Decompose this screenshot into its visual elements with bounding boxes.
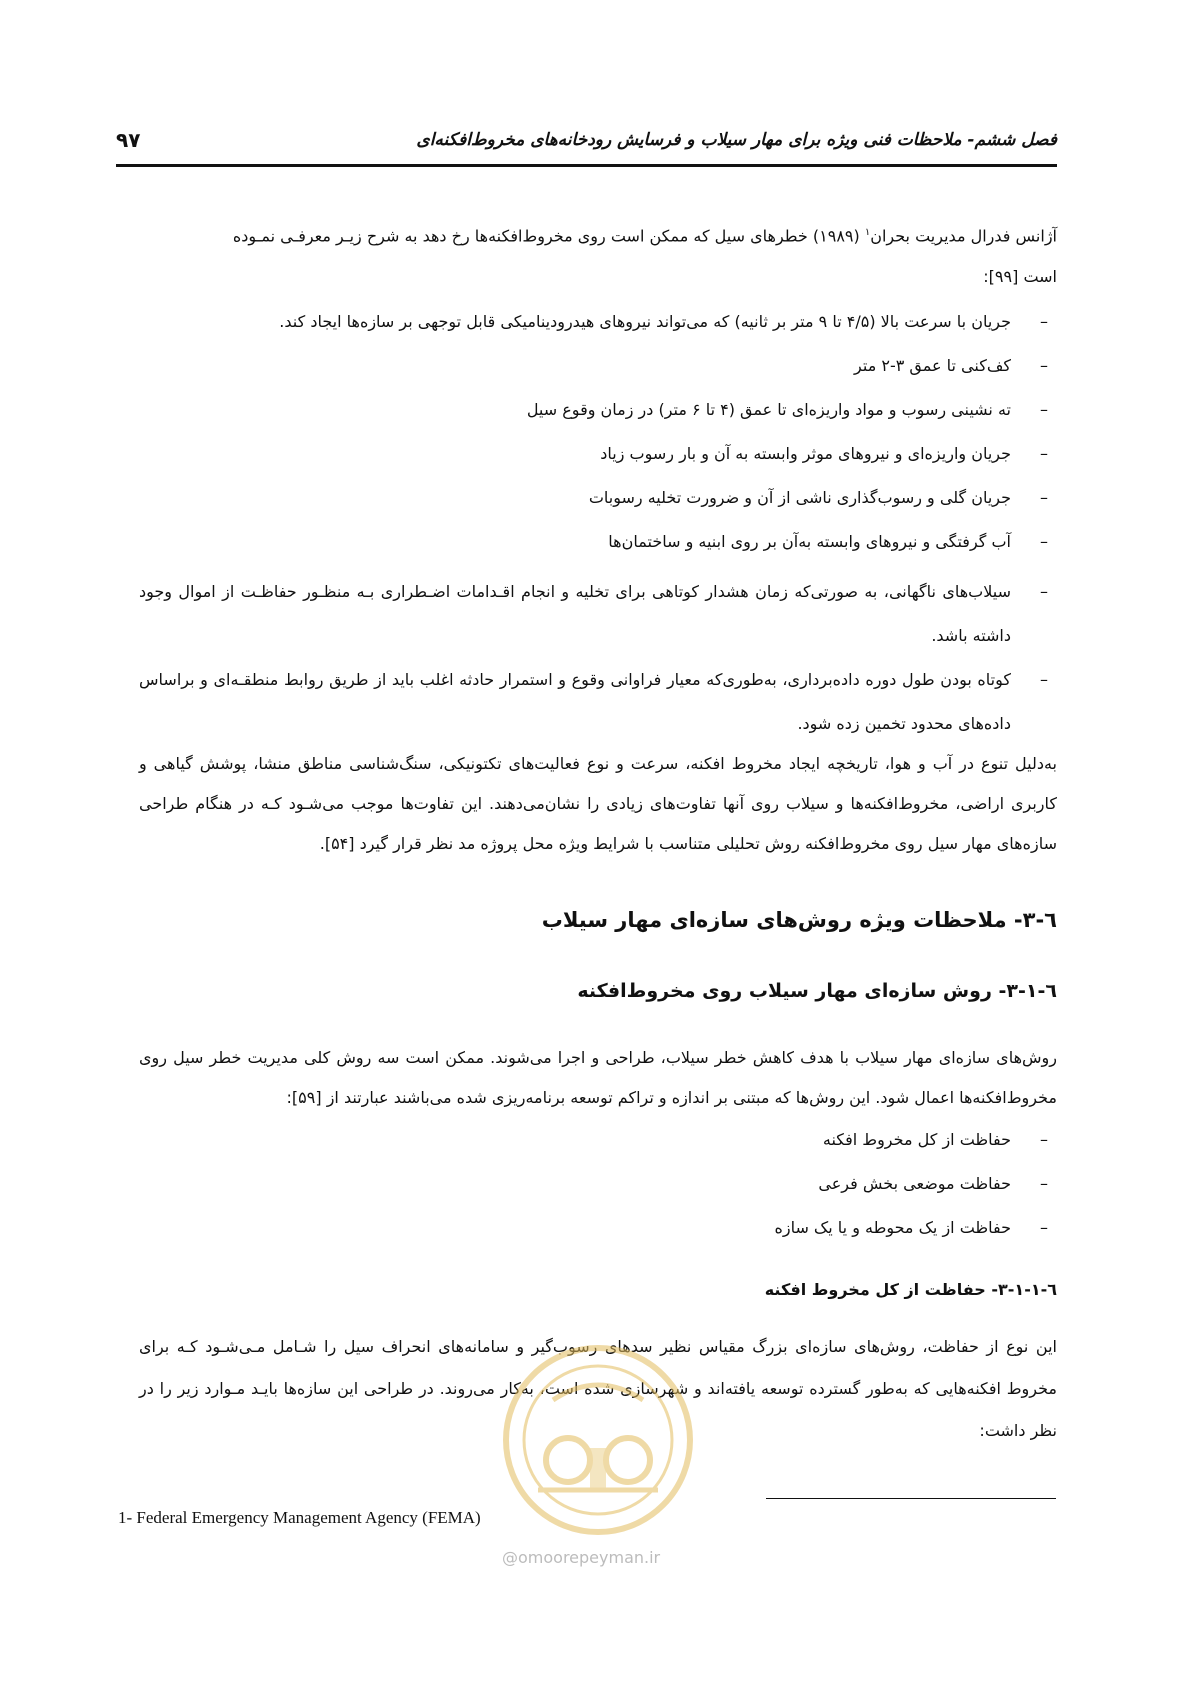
list-item (139, 306, 1057, 338)
paragraph-methods: روش‌های سازه‌ای مهار سیلاب با هدف کاهش خطر سیلاب، طراحی و اجرا می‌شوند. ممکن است سه روش کلی مدیریت خطر سیل روی مخروط‌افکنه‌ها اعمال شود. این روش‌ها که مبتنی بر اندازه و تراکم توسعه برنامه‌ریزی شده می‌باشند عبارتند از [۵۹]: (139, 1048, 1057, 1107)
intro-text-b: (۱۹۸۹) خطرهای سیل که ممکن است روی مخروط‌افکنه‌ها رخ دهد به شرح زیـر معرفـی نمـوده (232, 226, 865, 246)
intro-line-2: است [۹۹]: (983, 267, 1057, 286)
page-number: ۹۷ (116, 128, 141, 152)
subsection-heading: ٦-۳-۱- روش سازه‌ای مهار سیلاب روی مخروط‌افکنه (577, 980, 1057, 1002)
dash-bullet-icon: – (1040, 582, 1048, 601)
dash-bullet-icon: – (1040, 312, 1048, 331)
list-item-text: جریان واریزه‌ای و نیروهای موثر وابسته به آن و بار رسوب زیاد (600, 444, 1011, 463)
dash-bullet-icon: – (1040, 444, 1048, 463)
list-item (139, 570, 1057, 658)
intro-line-1 (233, 218, 1057, 251)
list-item (139, 1212, 1057, 1244)
list-item-text: کوتاه بودن طول دوره داده‌برداری، به‌طوری‌که معیار فراوانی وقوع و استمرار حادثه اغلب باید از طریق روابط منطقـه‌ای و براساس داده‌های محدود تخمین زده شود. (139, 670, 1011, 733)
dash-bullet-icon: – (1040, 1130, 1048, 1149)
list-item-text: حفاظت از کل مخروط افکنه (822, 1130, 1011, 1149)
list-item (139, 482, 1057, 514)
footnote-ref[interactable]: ۱ (864, 227, 871, 238)
header-divider (116, 164, 1057, 167)
dash-bullet-icon: – (1040, 532, 1048, 551)
footnote: 1- Federal Emergency Management Agency (FEMA) (118, 1508, 481, 1527)
list-item (139, 438, 1057, 470)
dash-bullet-icon: – (1040, 1174, 1048, 1193)
list-item-text: حفاظت از یک محوطه و یا یک سازه (774, 1218, 1011, 1237)
list-item-text: سیلاب‌های ناگهانی، به صورتی‌که زمان هشدار کوتاهی برای تخلیه و انجام اقـدامات اضـطراری بـه منظـور حفاظـت از اموال وجود داشته باشد. (139, 582, 1011, 645)
paragraph-variation: به‌دلیل تنوع در آب و هوا، تاریخچه ایجاد مخروط افکنه، سرعت و نوع فعالیت‌های تکتونیکی، سنگ‌شناسی مناطق منشا، پوشش گیاهی و کاربری اراضی، مخروط‌افکنه‌ها و سیلاب روی آنها تفاوت‌های زیادی را نشان‌می‌دهند. این تفاوت‌ها موجب می‌شـود کـه در هنگام طراحی سازه‌های مهار سیل روی مخروط‌افکنه روش تحلیلی متناسب با شرایط ویژه محل پروژه مد نظر قرار گیرد [۵۴]. (139, 754, 1057, 853)
dash-bullet-icon: – (1040, 670, 1048, 689)
list-item (139, 1168, 1057, 1200)
dash-bullet-icon: – (1040, 356, 1048, 375)
list-item (139, 394, 1057, 426)
list-item (139, 526, 1057, 558)
list-item-text: حفاظت موضعی بخش فرعی (818, 1174, 1011, 1193)
list-item-text: جریان گلی و رسوب‌گذاری ناشی از آن و ضرورت تخلیه رسوبات (588, 488, 1011, 507)
list-item-text: ته نشینی رسوب و مواد واریزه‌ای تا عمق (۴ تا ۶ متر) در زمان وقوع سیل (526, 400, 1011, 419)
list-item (139, 658, 1057, 746)
sub-subsection-heading: ٦-۳-۱-۱- حفاظت از کل مخروط افکنه (764, 1280, 1057, 1299)
chapter-title: فصل ششم- ملاحظات فنی ویژه برای مهار سیلاب و فرسایش رودخانه‌های مخروط‌افکنه‌ای (416, 130, 1057, 150)
dash-bullet-icon: – (1040, 400, 1048, 419)
section-heading: ٦-۳- ملاحظات ویژه روش‌های سازه‌ای مهار سیلاب (541, 908, 1057, 932)
dash-bullet-icon: – (1040, 488, 1048, 507)
paragraph-whole-fan: این نوع از حفاظت، روش‌های سازه‌ای بزرگ مقیاس نظیر سدهای رسوب‌گیر و سامانه‌های انحراف سیل را شـامل مـی‌شـود کـه برای مخروط افکنه‌هایی که به‌طور گسترده توسعه یافته‌اند و شهرسازی شده است، به‌کار می‌روند. در طراحی این سازه‌ها بایـد مـوارد زیر را در نظر داشت: (139, 1337, 1057, 1440)
dash-bullet-icon: – (1040, 1218, 1048, 1237)
footnote-divider (766, 1498, 1056, 1499)
watermark-seal-icon (498, 1340, 698, 1540)
list-item-text: آب گرفتگی و نیروهای وابسته به‌آن بر روی ابنیه و ساختمان‌ها (608, 532, 1011, 551)
list-item (139, 350, 1057, 382)
intro-text-a: آژانس فدرال مدیریت بحران (870, 226, 1057, 246)
running-header (116, 130, 1057, 160)
list-item-text: جریان با سرعت بالا (۴/۵ تا ۹ متر بر ثانیه) که می‌تواند نیروهای هیدرودینامیکی قابل توجهی بر سازه‌ها ایجاد کند. (279, 312, 1011, 331)
list-item (139, 1124, 1057, 1156)
watermark-url: @omoorepeyman.ir (502, 1548, 661, 1567)
list-item-text: کف‌کنی تا عمق ۳-۲ متر (854, 356, 1011, 375)
